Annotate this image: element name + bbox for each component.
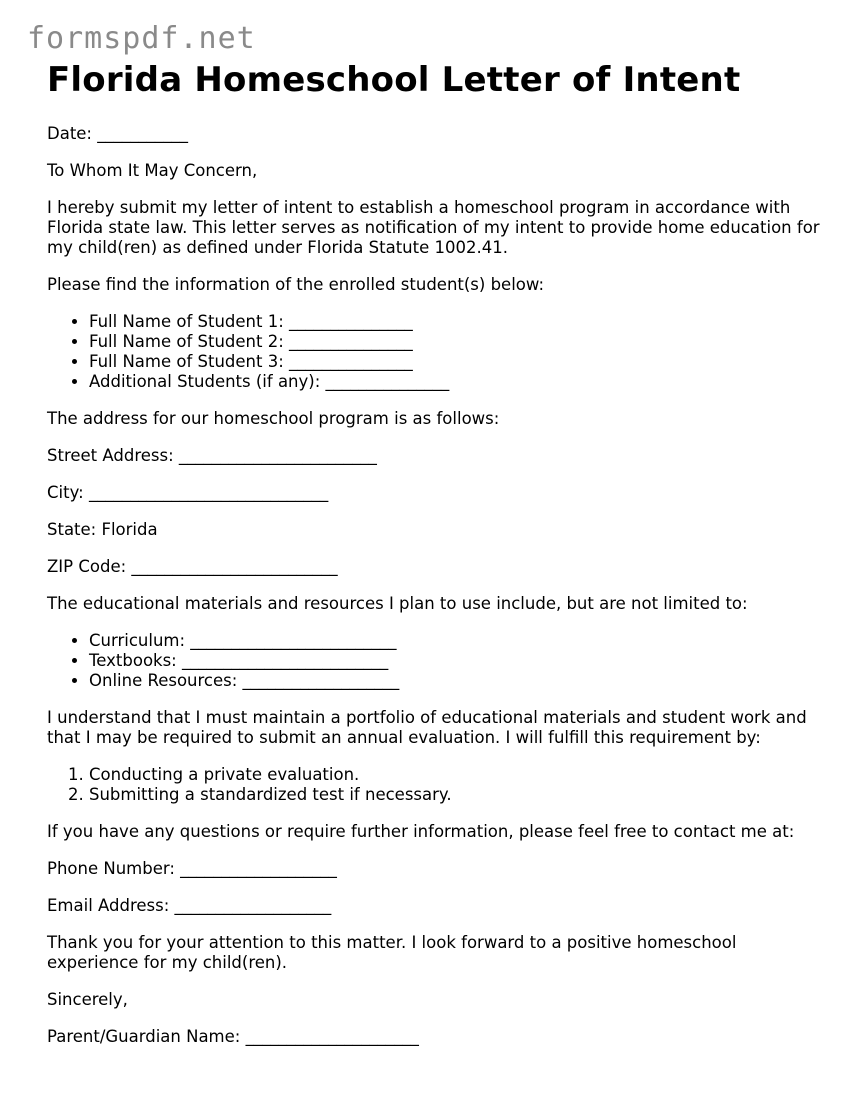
letter-document xyxy=(47,60,822,1064)
student-3-field: • Full Name of Student 3: _______________ xyxy=(89,352,822,372)
materials-list xyxy=(47,631,822,691)
watermark: formspdf.net xyxy=(27,21,256,56)
zip-code-field: ZIP Code: _________________________ xyxy=(47,557,338,576)
closing: Sincerely, xyxy=(47,990,128,1009)
additional-students-field: • Additional Students (if any): _______________ xyxy=(89,372,822,392)
date-field: Date: ___________ xyxy=(47,124,188,143)
student-1-field: • Full Name of Student 1: _______________ xyxy=(89,312,822,332)
textbooks-field: • Textbooks: _________________________ xyxy=(89,651,822,671)
online-resources-field: • Online Resources: ___________________ xyxy=(89,671,822,691)
street-address-field: Street Address: ________________________ xyxy=(47,446,377,465)
evaluation-option-1: 1. Conducting a private evaluation. xyxy=(89,765,822,785)
page-title: Florida Homeschool Letter of Intent xyxy=(47,60,741,100)
evaluation-option-2: 2. Submitting a standardized test if necessary. xyxy=(89,785,822,805)
students-list xyxy=(47,312,822,392)
evaluation-options-list xyxy=(47,765,822,805)
student-2-field: • Full Name of Student 2: _______________ xyxy=(89,332,822,352)
guardian-name-field: Parent/Guardian Name: _____________________ xyxy=(47,1027,419,1046)
intro-paragraph: I hereby submit my letter of intent to establish a homeschool program in accordance with Florida state law. This letter serves as notification of my intent to provide home education for my child(ren) as defined under Florida Statute 1002.41. xyxy=(47,198,820,257)
thanks-paragraph: Thank you for your attention to this matter. I look forward to a positive homeschool experience for my child(ren). xyxy=(47,933,737,972)
students-intro: Please find the information of the enrolled student(s) below: xyxy=(47,275,545,294)
salutation: To Whom It May Concern, xyxy=(47,161,258,180)
email-address-field: Email Address: ___________________ xyxy=(47,896,332,915)
state-field: State: Florida xyxy=(47,520,158,539)
contact-intro: If you have any questions or require further information, please feel free to contact me at: xyxy=(47,822,795,841)
city-field: City: _____________________________ xyxy=(47,483,329,502)
curriculum-field: • Curriculum: _________________________ xyxy=(89,631,822,651)
address-intro: The address for our homeschool program is as follows: xyxy=(47,409,500,428)
materials-intro: The educational materials and resources I plan to use include, but are not limited to: xyxy=(47,594,748,613)
portfolio-paragraph: I understand that I must maintain a portfolio of educational materials and student work and that I may be required to submit an annual evaluation. I will fulfill this requirement by: xyxy=(47,708,807,747)
phone-number-field: Phone Number: ___________________ xyxy=(47,859,337,878)
